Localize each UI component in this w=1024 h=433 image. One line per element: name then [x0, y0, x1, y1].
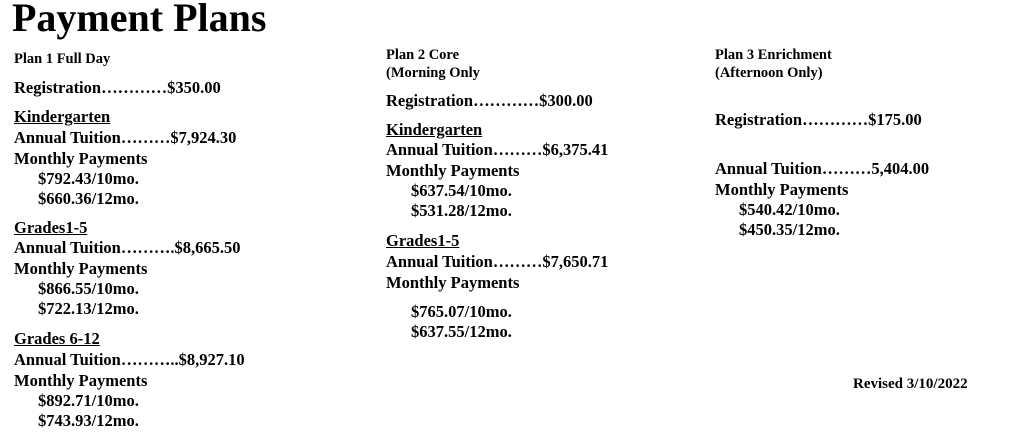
plan3-subheading: (Afternoon Only): [715, 65, 823, 81]
plan1-grades1-5-annual: Annual Tuition……….$8,665.50: [14, 238, 241, 257]
plan1-grades1-5-pay10: $866.55/10mo.: [38, 279, 139, 298]
revised-date: Revised 3/10/2022: [853, 376, 968, 392]
page-title: Payment Plans: [12, 0, 267, 40]
plan2-registration: Registration…………$300.00: [386, 91, 593, 110]
plan1-kindergarten-monthly-label: Monthly Payments: [14, 149, 148, 168]
plan2-kindergarten-label: Kindergarten: [386, 120, 483, 139]
plan3-monthly-label: Monthly Payments: [715, 180, 849, 199]
plan3-pay10: $540.42/10mo.: [739, 200, 840, 219]
plan2-grades1-5-monthly-label: Monthly Payments: [386, 273, 520, 292]
plan1-kindergarten-pay10: $792.43/10mo.: [38, 169, 139, 188]
plan2-grades1-5-pay10: $765.07/10mo.: [411, 302, 512, 321]
plan3-heading: Plan 3 Enrichment: [715, 47, 832, 63]
plan1-grades6-12-pay12: $743.93/12mo.: [38, 411, 139, 430]
plan1-kindergarten-label: Kindergarten: [14, 107, 111, 126]
plan3-registration: Registration…………$175.00: [715, 110, 922, 129]
plan2-grades1-5-pay12: $637.55/12mo.: [411, 322, 512, 341]
plan1-registration: Registration…………$350.00: [14, 78, 221, 97]
plan1-grades6-12-pay10: $892.71/10mo.: [38, 391, 139, 410]
plan2-heading: Plan 2 Core: [386, 47, 460, 63]
plan1-grades1-5-monthly-label: Monthly Payments: [14, 259, 148, 278]
plan1-heading: Plan 1 Full Day: [14, 51, 111, 67]
plan2-subheading: (Morning Only: [386, 65, 480, 81]
plan2-grades1-5-annual: Annual Tuition………$7,650.71: [386, 252, 609, 271]
plan1-kindergarten-annual: Annual Tuition………$7,924.30: [14, 128, 237, 147]
plan1-grades6-12-monthly-label: Monthly Payments: [14, 371, 148, 390]
plan3-annual: Annual Tuition………5,404.00: [715, 159, 930, 178]
plan2-kindergarten-pay10: $637.54/10mo.: [411, 181, 512, 200]
plan2-kindergarten-pay12: $531.28/12mo.: [411, 201, 512, 220]
plan1-grades6-12-annual: Annual Tuition………..$8,927.10: [14, 350, 245, 369]
plan2-kindergarten-annual: Annual Tuition………$6,375.41: [386, 140, 609, 159]
plan3-pay12: $450.35/12mo.: [739, 220, 840, 239]
plan1-grades6-12-label: Grades 6-12: [14, 329, 100, 348]
plan2-kindergarten-monthly-label: Monthly Payments: [386, 161, 520, 180]
plan1-grades1-5-pay12: $722.13/12mo.: [38, 299, 139, 318]
plan1-kindergarten-pay12: $660.36/12mo.: [38, 189, 139, 208]
plan1-grades1-5-label: Grades1-5: [14, 218, 88, 237]
plan2-grades1-5-label: Grades1-5: [386, 231, 460, 250]
